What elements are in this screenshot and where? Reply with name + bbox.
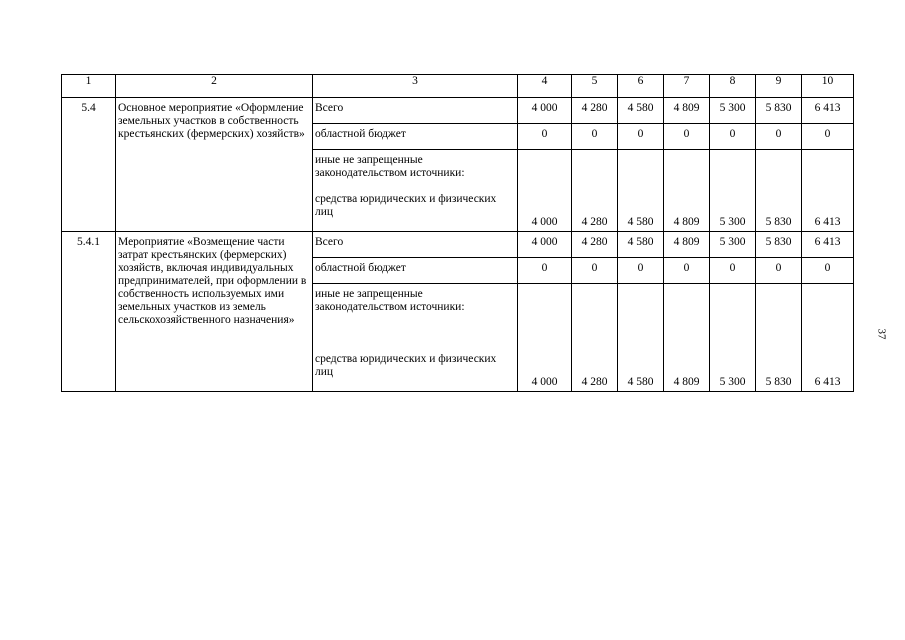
value-cell: 6 413 bbox=[802, 98, 854, 124]
value-cell: 4 809 bbox=[664, 284, 710, 392]
header-cell: 6 bbox=[618, 75, 664, 98]
measure-name: Основное мероприятие «Оформление земельных участков в собственность крестьянских (фермерских) хозяйств» bbox=[116, 98, 313, 232]
value-cell: 0 bbox=[664, 124, 710, 150]
source-label: иные не запрещенные законодательством источники: bbox=[315, 288, 465, 313]
value-cell: 5 830 bbox=[756, 284, 802, 392]
source-label: иные не запрещенные законодательством источники: bbox=[315, 154, 465, 179]
value-cell: 5 830 bbox=[756, 232, 802, 258]
value-cell: 4 000 bbox=[518, 150, 572, 232]
value-cell: 0 bbox=[618, 258, 664, 284]
value-cell: 0 bbox=[664, 258, 710, 284]
value-cell: 0 bbox=[710, 258, 756, 284]
value-cell: 6 413 bbox=[802, 284, 854, 392]
value-cell: 4 000 bbox=[518, 98, 572, 124]
header-cell: 9 bbox=[756, 75, 802, 98]
header-cell: 4 bbox=[518, 75, 572, 98]
value-cell: 0 bbox=[710, 124, 756, 150]
value-cell: 4 580 bbox=[618, 150, 664, 232]
source-sublabel: средства юридических и физических лиц bbox=[315, 353, 497, 378]
value-cell: 4 280 bbox=[572, 284, 618, 392]
value-cell: 5 300 bbox=[710, 98, 756, 124]
header-cell: 3 bbox=[313, 75, 518, 98]
source-label: областной бюджет bbox=[313, 124, 518, 150]
source-label: областной бюджет bbox=[313, 258, 518, 284]
source-label: Всего bbox=[313, 232, 518, 258]
measure-name: Мероприятие «Возмещение части затрат крестьянских (фермерских) хозяйств, включая индивидуальных предпринимателей, при оформлении в собственность используемых ими земельных участков из земель сельскохозяйственного назначения» bbox=[116, 232, 313, 392]
value-cell: 4 580 bbox=[618, 98, 664, 124]
header-row bbox=[62, 75, 854, 98]
value-cell: 0 bbox=[572, 258, 618, 284]
source-label-cell bbox=[313, 284, 518, 392]
header-cell: 10 bbox=[802, 75, 854, 98]
value-cell: 4 000 bbox=[518, 232, 572, 258]
header-cell: 2 bbox=[116, 75, 313, 98]
value-cell: 6 413 bbox=[802, 150, 854, 232]
value-cell: 0 bbox=[802, 258, 854, 284]
value-cell: 5 830 bbox=[756, 150, 802, 232]
header-cell: 5 bbox=[572, 75, 618, 98]
value-cell: 4 000 bbox=[518, 284, 572, 392]
page-number: 37 bbox=[875, 328, 888, 340]
source-label: Всего bbox=[313, 98, 518, 124]
value-cell: 4 580 bbox=[618, 284, 664, 392]
table-row bbox=[62, 232, 854, 258]
value-cell: 0 bbox=[518, 258, 572, 284]
value-cell: 5 300 bbox=[710, 232, 756, 258]
value-cell: 4 280 bbox=[572, 150, 618, 232]
table-row bbox=[62, 98, 854, 124]
value-cell: 0 bbox=[756, 258, 802, 284]
value-cell: 4 809 bbox=[664, 98, 710, 124]
value-cell: 5 300 bbox=[710, 284, 756, 392]
value-cell: 4 809 bbox=[664, 232, 710, 258]
value-cell: 0 bbox=[802, 124, 854, 150]
value-cell: 0 bbox=[518, 124, 572, 150]
value-cell: 4 280 bbox=[572, 232, 618, 258]
budget-table bbox=[61, 74, 854, 392]
source-sublabel: средства юридических и физических лиц bbox=[315, 193, 497, 218]
row-code: 5.4.1 bbox=[62, 232, 116, 392]
source-label-cell bbox=[313, 150, 518, 232]
row-code: 5.4 bbox=[62, 98, 116, 232]
header-cell: 8 bbox=[710, 75, 756, 98]
value-cell: 0 bbox=[756, 124, 802, 150]
value-cell: 6 413 bbox=[802, 232, 854, 258]
value-cell: 4 280 bbox=[572, 98, 618, 124]
header-cell: 7 bbox=[664, 75, 710, 98]
value-cell: 4 580 bbox=[618, 232, 664, 258]
value-cell: 5 830 bbox=[756, 98, 802, 124]
value-cell: 0 bbox=[618, 124, 664, 150]
value-cell: 5 300 bbox=[710, 150, 756, 232]
header-cell: 1 bbox=[62, 75, 116, 98]
value-cell: 4 809 bbox=[664, 150, 710, 232]
value-cell: 0 bbox=[572, 124, 618, 150]
